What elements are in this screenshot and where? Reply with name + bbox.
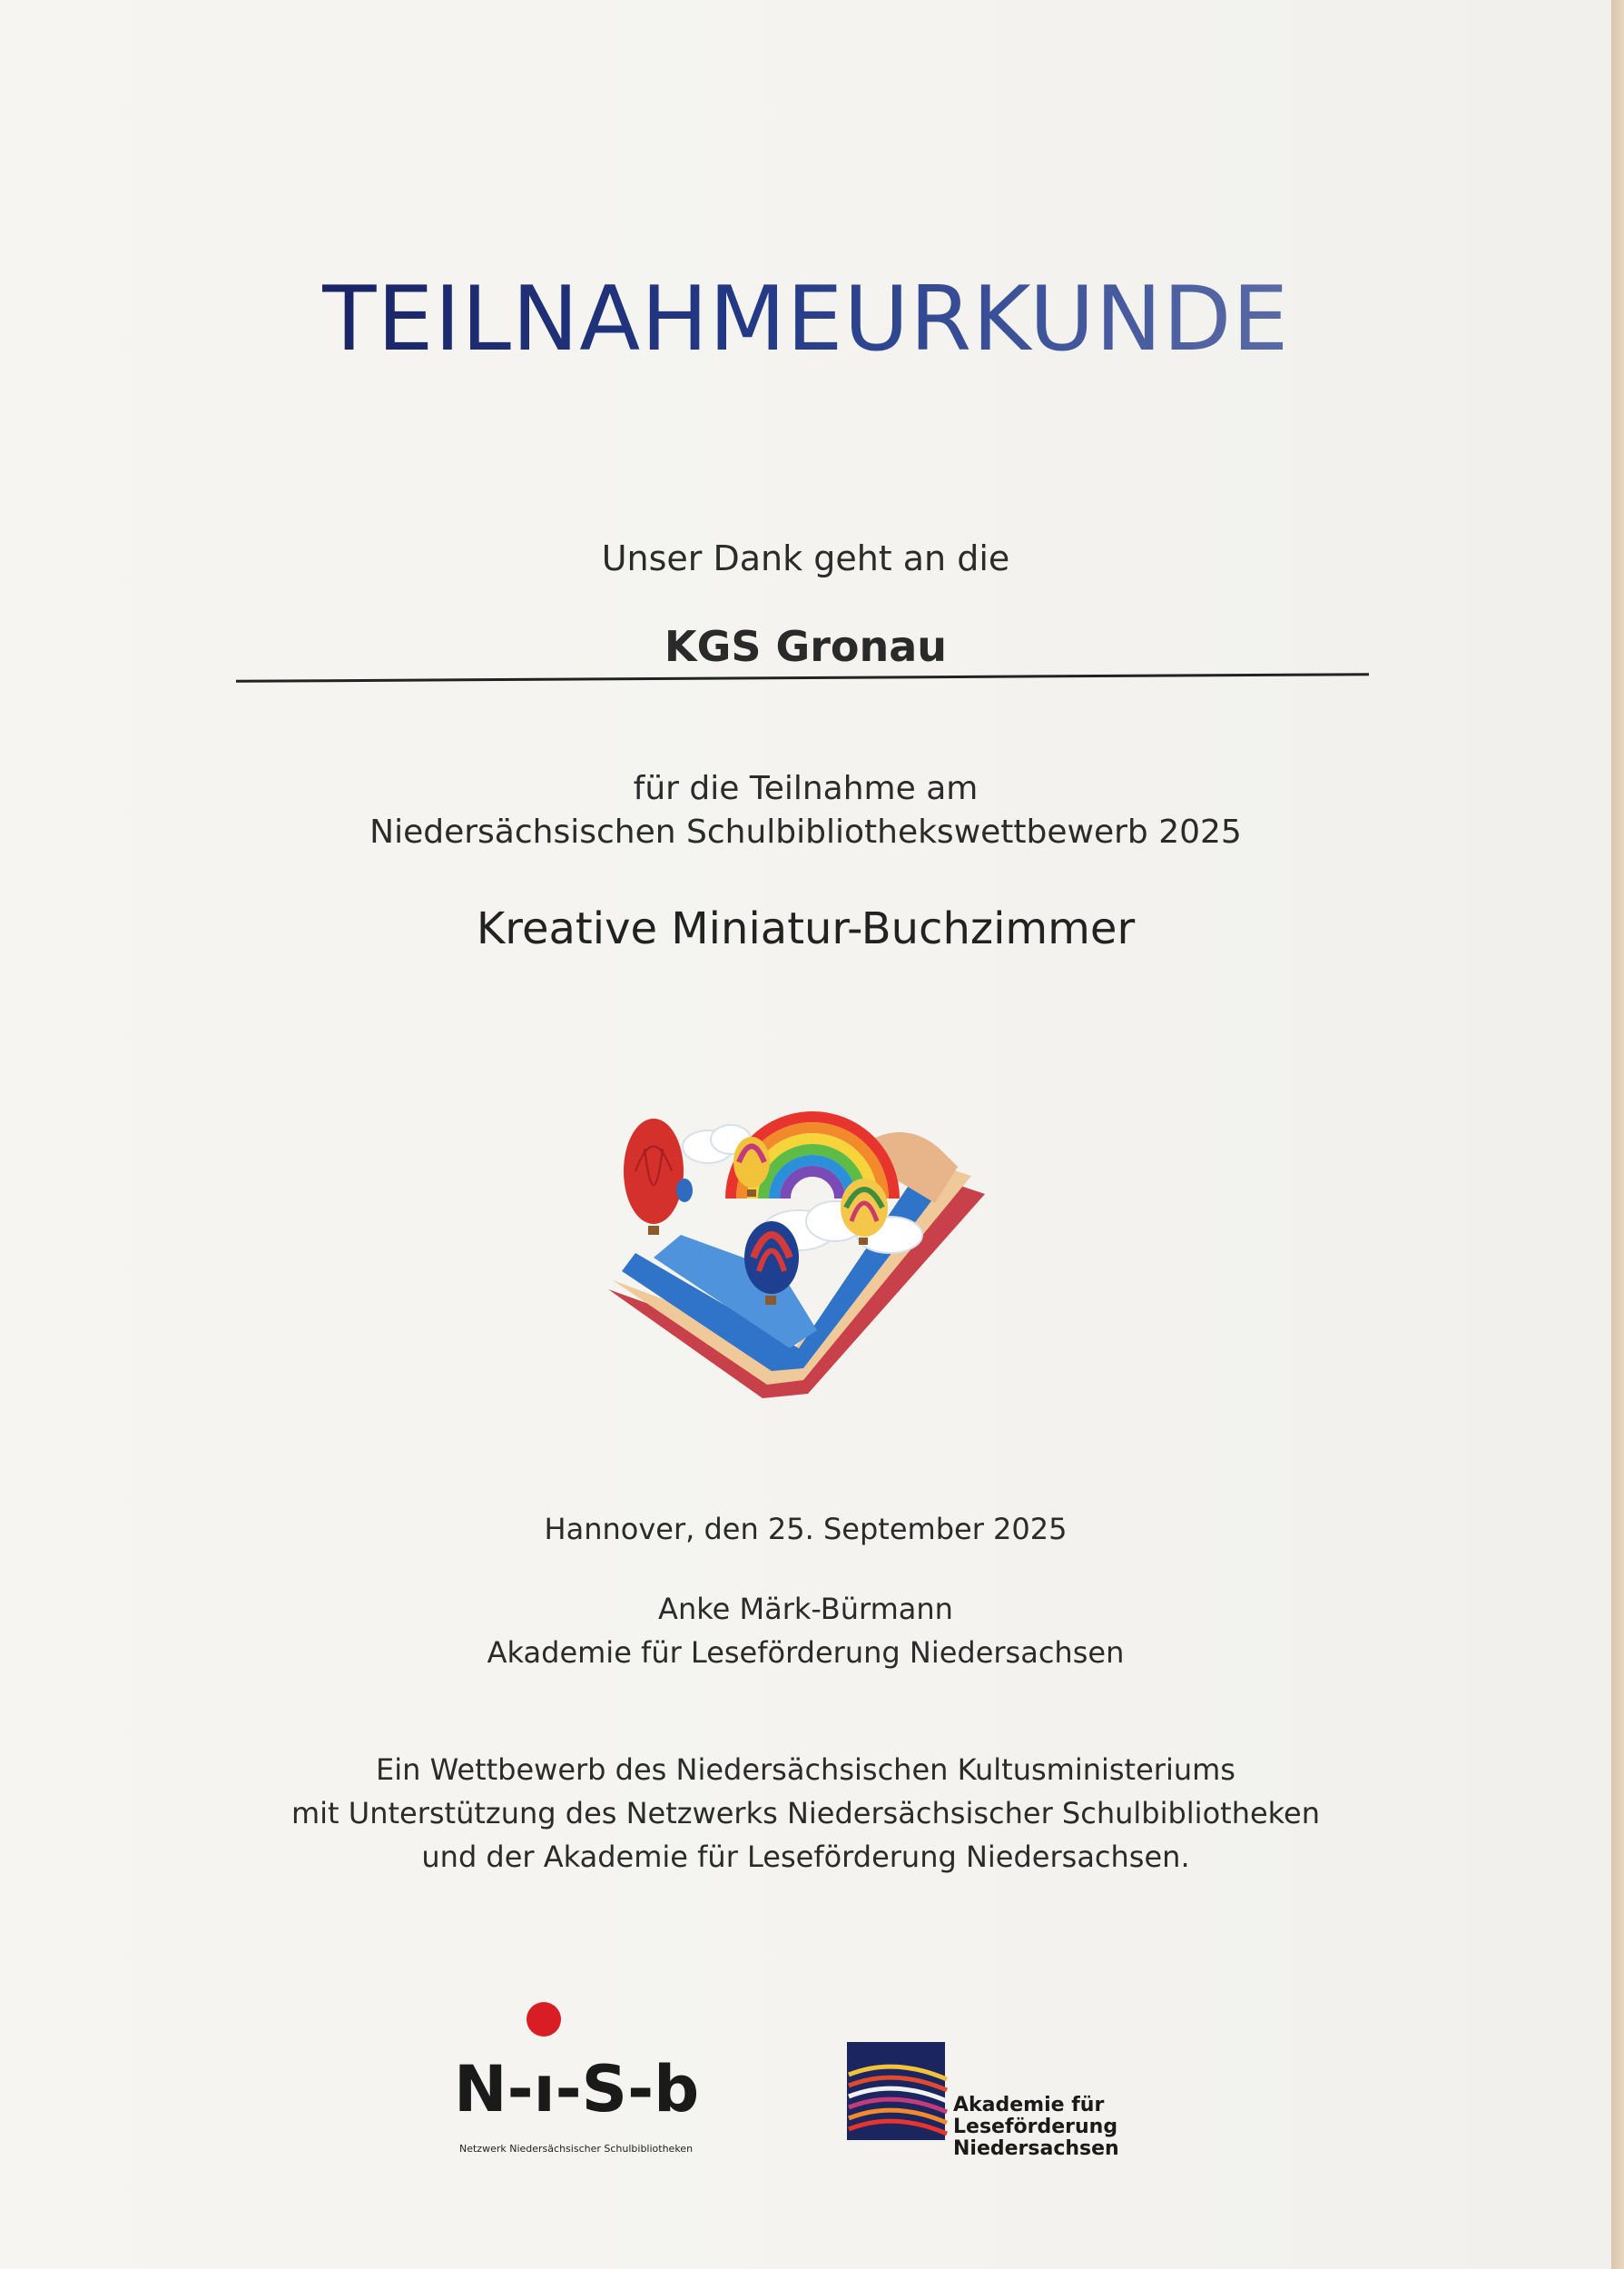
recipient-name: KGS Gronau — [664, 622, 948, 671]
table-edge — [1611, 0, 1624, 2269]
akademie-name — [953, 2095, 1248, 2160]
signer-block — [0, 1587, 1611, 1674]
akademie-line-2: Niedersachsen — [953, 2137, 1119, 2160]
thanks-line: Unser Dank geht an die — [601, 538, 1010, 578]
footer-line-2: mit Unterstützung des Netzwerks Niedersächsischer Schulbibliotheken — [290, 1796, 1321, 1830]
purpose-line-1: für die Teilnahme am — [633, 770, 979, 807]
open-book-rainbow-balloons-icon — [599, 1085, 999, 1421]
akademie-logo — [840, 2038, 1248, 2160]
signer-organization: Akademie für Leseförderung Niedersachsen — [487, 1635, 1125, 1670]
footer-line-1: Ein Wettbewerb des Niedersächsischen Kultusministeriums — [376, 1752, 1235, 1787]
purpose-line-2: Niedersächsischen Schulbibliothekswettbewerb 2025 — [369, 814, 1242, 851]
signer-name: Anke Märk-Bürmann — [658, 1592, 953, 1626]
footer-line-3: und der Akademie für Leseförderung Niedersachsen. — [421, 1840, 1190, 1874]
nisb-red-dot-icon — [527, 2002, 561, 2037]
footer-text — [0, 1748, 1611, 1879]
akademie-book-icon — [840, 2038, 953, 2147]
nisb-subtitle: Netzwerk Niedersächsischer Schulbibliotheken — [459, 2143, 694, 2155]
place-and-date: Hannover, den 25. September 2025 — [544, 1512, 1068, 1546]
certificate-title: TEILNAHMEURKUNDE — [321, 268, 1290, 371]
purpose-text — [0, 767, 1611, 854]
nisb-logo — [454, 2002, 717, 2165]
akademie-line-1: Akademie für Leseförderung — [953, 2094, 1118, 2138]
competition-subtitle: Kreative Miniatur-Buchzimmer — [476, 903, 1136, 954]
nisb-wordmark: N-ı-S-b — [454, 2052, 700, 2126]
